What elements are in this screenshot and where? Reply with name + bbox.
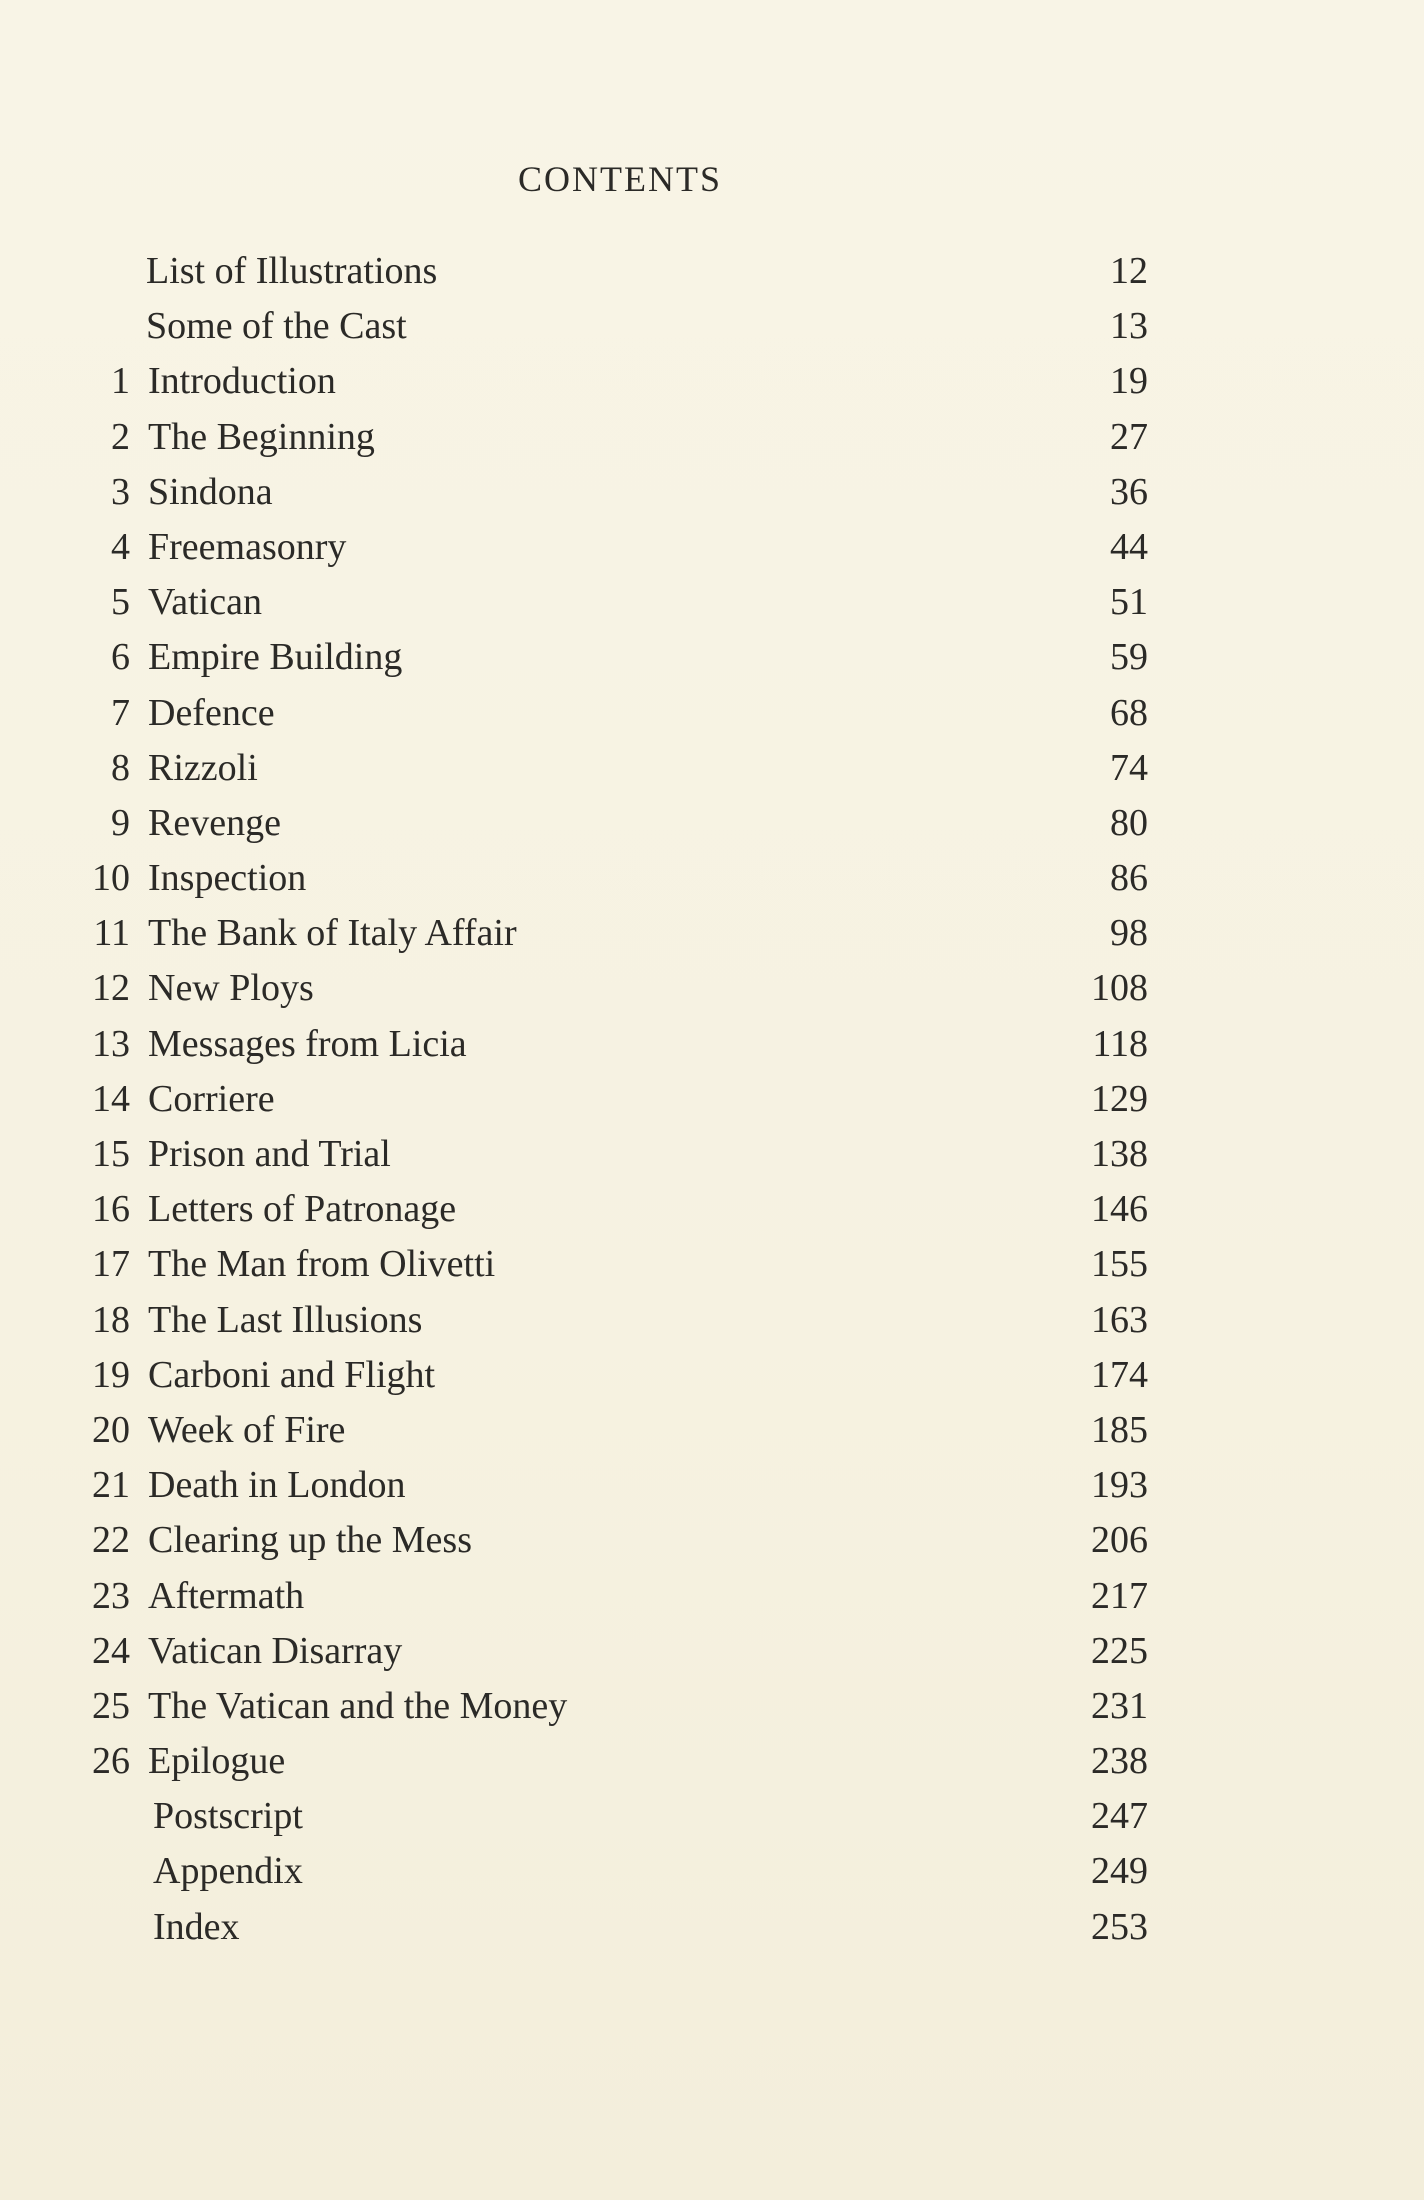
- toc-entry: [0, 410, 1424, 465]
- page-number: 217: [1091, 1574, 1148, 1617]
- page-number: 80: [1110, 801, 1148, 844]
- toc-entry: [0, 1624, 1424, 1679]
- toc-entry: [0, 354, 1424, 409]
- chapter-title: Vatican: [148, 581, 262, 624]
- toc-entry: [0, 1072, 1424, 1127]
- toc-entry: [0, 906, 1424, 961]
- page-number: 86: [1110, 857, 1148, 900]
- toc-entry: [0, 1348, 1424, 1403]
- page-number: 174: [1091, 1353, 1148, 1396]
- page-number: 118: [1092, 1022, 1148, 1065]
- chapter-title: Introduction: [148, 360, 336, 403]
- chapter-number: 17: [92, 1243, 130, 1286]
- chapter-title: Letters of Patronage: [148, 1188, 457, 1231]
- page-number: 68: [1110, 691, 1148, 734]
- page-number: 44: [1110, 525, 1148, 568]
- toc-entry: [0, 299, 1424, 354]
- page-number: 36: [1110, 470, 1148, 513]
- chapter-title: The Bank of Italy Affair: [148, 912, 517, 955]
- page-number: 74: [1110, 746, 1148, 789]
- toc-entry: [0, 244, 1424, 299]
- chapter-title: Death in London: [148, 1464, 406, 1507]
- page-number: 231: [1091, 1684, 1148, 1727]
- page-number: 238: [1091, 1740, 1148, 1783]
- chapter-number: 20: [92, 1408, 130, 1451]
- toc-entry: [0, 961, 1424, 1016]
- chapter-title: Some of the Cast: [146, 305, 407, 348]
- chapter-number: 13: [92, 1022, 130, 1065]
- chapter-title: Rizzoli: [148, 746, 258, 789]
- chapter-number: 2: [111, 415, 130, 458]
- chapter-title: Revenge: [148, 801, 281, 844]
- chapter-number: 18: [92, 1298, 130, 1341]
- page-number: 225: [1091, 1629, 1148, 1672]
- chapter-title: Inspection: [148, 857, 307, 900]
- chapter-title: Empire Building: [148, 636, 403, 679]
- chapter-title: Clearing up the Mess: [148, 1519, 473, 1562]
- chapter-number: 11: [93, 912, 130, 955]
- chapter-title: Epilogue: [148, 1740, 286, 1783]
- toc-entry: [0, 1789, 1424, 1844]
- chapter-number: 14: [92, 1077, 130, 1120]
- chapter-title: List of Illustrations: [146, 250, 438, 292]
- chapter-number: 23: [92, 1574, 130, 1617]
- chapter-title: Sindona: [148, 470, 273, 513]
- toc-entry: [0, 686, 1424, 741]
- toc-entry: [0, 1237, 1424, 1292]
- chapter-number: 5: [111, 581, 130, 624]
- chapter-title: Aftermath: [148, 1574, 305, 1617]
- chapter-title: Prison and Trial: [148, 1133, 391, 1175]
- chapter-number: 24: [92, 1629, 130, 1672]
- chapter-number: 1: [111, 360, 130, 403]
- page-number: 51: [1110, 581, 1148, 624]
- chapter-number: 12: [92, 967, 130, 1010]
- chapter-number: 21: [92, 1464, 130, 1507]
- chapter-title: The Vatican and the Money: [148, 1684, 568, 1727]
- page-number: 253: [1091, 1905, 1148, 1948]
- toc-entry: [0, 1900, 1424, 1955]
- chapter-title: New Ploys: [148, 967, 314, 1010]
- chapter-number: 25: [92, 1684, 130, 1727]
- page-number: 193: [1091, 1464, 1148, 1507]
- page-number: 247: [1091, 1795, 1148, 1838]
- toc-entry: [0, 1679, 1424, 1734]
- chapter-number: 4: [111, 525, 130, 568]
- toc-entry: [0, 1293, 1424, 1348]
- toc-entry: [0, 575, 1424, 630]
- chapter-title: The Beginning: [148, 415, 375, 458]
- chapter-number: 22: [92, 1519, 130, 1562]
- chapter-number: 10: [92, 857, 130, 900]
- chapter-title: Week of Fire: [148, 1408, 346, 1451]
- page-number: 249: [1091, 1850, 1148, 1893]
- page-number: 155: [1091, 1243, 1148, 1286]
- toc-entry: [0, 1017, 1424, 1072]
- toc-entry: [0, 796, 1424, 851]
- page-number: 185: [1091, 1408, 1148, 1451]
- chapter-number: 8: [111, 746, 130, 789]
- toc-entry: [0, 1458, 1424, 1513]
- page-number: 163: [1091, 1298, 1148, 1341]
- page-number: 12: [1110, 250, 1148, 292]
- toc-entry: [0, 1844, 1424, 1899]
- chapter-number: 9: [111, 801, 130, 844]
- chapter-title: Defence: [148, 691, 275, 734]
- chapter-number: 16: [92, 1188, 130, 1231]
- chapter-title: The Man from Olivetti: [148, 1243, 496, 1286]
- page-number: 13: [1110, 305, 1148, 348]
- chapter-title: The Last Illusions: [148, 1298, 423, 1341]
- toc-entry: [0, 1403, 1424, 1458]
- chapter-number: 7: [111, 691, 130, 734]
- chapter-title: Postscript: [153, 1795, 303, 1838]
- chapter-title: Carboni and Flight: [148, 1353, 436, 1396]
- toc-entry: [0, 520, 1424, 575]
- chapter-number: 26: [92, 1740, 130, 1783]
- toc-entry: [0, 1569, 1424, 1624]
- chapter-number: 6: [111, 636, 130, 679]
- page-title: CONTENTS: [518, 159, 722, 199]
- chapter-number: 3: [111, 470, 130, 513]
- page-number: 206: [1091, 1519, 1148, 1562]
- chapter-title: Index: [153, 1905, 240, 1948]
- toc-entry: [0, 1127, 1424, 1182]
- page-number: 108: [1091, 967, 1148, 1010]
- page-number: 138: [1091, 1133, 1148, 1175]
- chapter-title: Freemasonry: [148, 525, 347, 568]
- toc-entry: [0, 851, 1424, 906]
- chapter-title: Vatican Disarray: [148, 1629, 403, 1672]
- chapter-number: 15: [92, 1133, 130, 1175]
- page-number: 129: [1091, 1077, 1148, 1120]
- page-number: 59: [1110, 636, 1148, 679]
- chapter-title: Corriere: [148, 1077, 275, 1120]
- chapter-title: Messages from Licia: [148, 1022, 467, 1065]
- toc-entry: [0, 1734, 1424, 1789]
- table-of-contents: [0, 244, 1424, 1955]
- toc-entry: [0, 630, 1424, 685]
- toc-entry: [0, 1182, 1424, 1237]
- toc-entry: [0, 741, 1424, 796]
- toc-entry: [0, 1513, 1424, 1568]
- page-number: 27: [1110, 415, 1148, 458]
- page-number: 98: [1110, 912, 1148, 955]
- chapter-title: Appendix: [153, 1850, 303, 1893]
- chapter-number: 19: [92, 1353, 130, 1396]
- page-number: 19: [1110, 360, 1148, 403]
- toc-entry: [0, 465, 1424, 520]
- page-number: 146: [1091, 1188, 1148, 1231]
